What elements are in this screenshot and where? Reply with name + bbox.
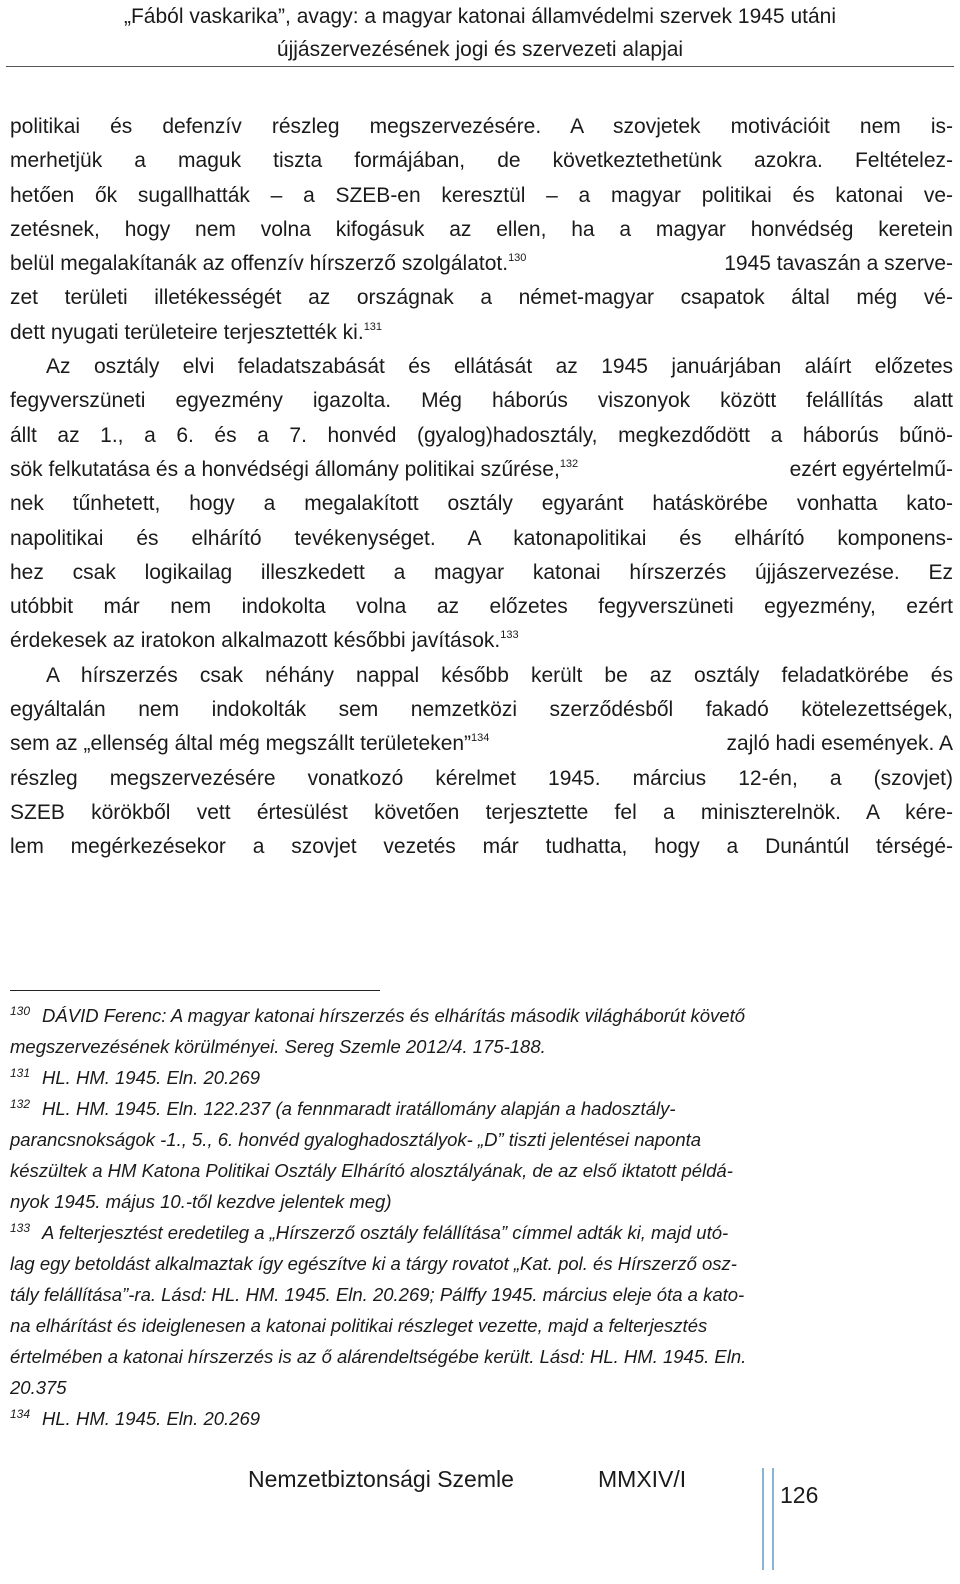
- journal-name: Nemzetbiztonsági Szemle: [248, 1466, 514, 1492]
- running-header: [0, 0, 960, 66]
- footnote-text: A felterjesztést eredetileg a „Hírszerző osztály felállítása” címmel adták ki, majd utó-: [42, 1222, 729, 1243]
- footnote-line: nyok 1945. május 10.-től kezdve jelentek meg): [10, 1191, 392, 1212]
- footnote-line: megszervezésének körülményei. Sereg Szemle 2012/4. 175-188.: [10, 1036, 546, 1057]
- footnote-ref-130[interactable]: 130: [508, 252, 527, 265]
- footnote-line: na elhárítást és ideiglenesen a katonai politikai részleget vezette, majd a felterjesztés: [10, 1315, 708, 1336]
- footnote-text: HL. HM. 1945. Eln. 20.269: [42, 1408, 261, 1429]
- header-title-line-2: újjászervezésének jogi és szervezeti alapjai: [276, 38, 684, 61]
- footnote-line: [10, 1062, 953, 1093]
- text-line: politikai és defenzív részleg megszervezésére. A szovjetek motivációit nem is-: [10, 115, 953, 138]
- footnote-ref-131[interactable]: 131: [363, 320, 383, 333]
- footnote-line: [10, 1093, 953, 1124]
- text-fragment: érdekesek az iratokon alkalmazott későbbi javítások.: [10, 629, 501, 653]
- footnote-line: készültek a HM Katona Politikai Osztály Elhárító alosztályának, de az első iktatott példá-: [10, 1160, 733, 1181]
- text-line: [10, 247, 953, 281]
- footnote-number: 132: [10, 1097, 31, 1111]
- text-line: [10, 624, 953, 658]
- footnote-text: HL. HM. 1945. Eln. 20.269: [42, 1067, 261, 1088]
- text-line: egyáltalán nem indokolták sem nemzetközi szerződésből fakadó kötelezettségek,: [10, 698, 953, 722]
- footnote-line: [10, 1217, 953, 1248]
- footnote-ref-134[interactable]: 134: [471, 732, 490, 745]
- page-number: 126: [780, 1482, 819, 1508]
- text-fragment: sem az „ellenség által még megszállt területeken”: [10, 732, 472, 756]
- text-line: Az osztály elvi feladatszabását és ellátását az 1945 januárjában aláírt előzetes: [46, 355, 953, 379]
- text-fragment: zajló hadi események. A: [726, 732, 953, 756]
- text-line: hetően ők sugallhatták – a SZEB-en keresztül – a magyar politikai és katonai ve-: [10, 183, 953, 207]
- text-line: [10, 727, 953, 761]
- paragraph-2: [10, 350, 953, 659]
- text-line: lem megérkezésekor a szovjet vezetés már tudhatta, hogy a Dunántúl térségé-: [10, 835, 953, 859]
- text-fragment: ezért egyértelmű-: [789, 457, 953, 481]
- text-line: SZEB körökből vett értesülést követően terjesztette fel a miniszterelnök. A kére-: [10, 800, 953, 824]
- text-line: állt az 1., a 6. és a 7. honvéd (gyalog)hadosztály, megkezdődött a háborús bűnö-: [10, 423, 953, 447]
- text-line: fegyverszüneti egyezmény igazolta. Még háborús viszonyok között felállítás alatt: [10, 389, 953, 413]
- footnote-line: [10, 1403, 953, 1434]
- footnote-132: [10, 1093, 953, 1217]
- footnote-line: [10, 1000, 953, 1031]
- footnote-ref-132[interactable]: 132: [559, 457, 579, 470]
- footnote-ref-133[interactable]: 133: [500, 629, 519, 642]
- footnote-130: [10, 1000, 953, 1062]
- text-line: merhetjük a maguk tiszta formájában, de következtethetünk azokra. Feltételez-: [10, 149, 953, 173]
- footer-accent-bars: [762, 1468, 774, 1570]
- text-line: részleg megszervezésére vonatkozó kérelmet 1945. március 12-én, a (szovjet): [10, 766, 953, 790]
- text-fragment: 1945 tavaszán a szerve-: [724, 252, 953, 276]
- footnote-line: tály felállítása”-ra. Lásd: HL. HM. 1945. Eln. 20.269; Pálffy 1945. március eleje óta a kato-: [10, 1284, 745, 1305]
- paragraph-3: [10, 659, 953, 865]
- text-line: zet területi illetékességét az országnak a német-magyar csapatok által még vé-: [10, 286, 953, 310]
- paragraph-1: [10, 110, 953, 350]
- footnote-line: lag egy betoldást alkalmaztak így egészítve ki a tárgy rovatot „Kat. pol. és Hírszerző osz-: [10, 1253, 737, 1274]
- text-fragment: belül megalakítanák az offenzív hírszerző szolgálatot.: [10, 252, 509, 276]
- issue-number: MMXIV/I: [598, 1466, 687, 1492]
- footnote-number: 131: [10, 1066, 31, 1080]
- text-line: nek tűnhetett, hogy a megalakított osztály egyaránt hatáskörébe vonhatta kato-: [10, 492, 953, 516]
- footnote-line: 20.375: [10, 1377, 67, 1398]
- text-fragment: dett nyugati területeire terjesztették ki.: [10, 320, 364, 344]
- footnote-number: 133: [10, 1221, 31, 1235]
- page-footer: [0, 1460, 960, 1570]
- footnote-text: HL. HM. 1945. Eln. 122.237 (a fennmaradt iratállomány alapján a hadosztály-: [42, 1098, 676, 1119]
- body-text: [10, 110, 953, 865]
- header-rule: [6, 66, 954, 67]
- footnote-text: DÁVID Ferenc: A magyar katonai hírszerzés és elhárítás második világháborút követő: [42, 1005, 746, 1026]
- text-line: [10, 316, 953, 350]
- text-line: [10, 453, 953, 487]
- text-line: zetésnek, hogy nem volna kifogásuk az ellen, ha a magyar honvédség keretein: [10, 217, 953, 241]
- text-fragment: sök felkutatása és a honvédségi állomány politikai szűrése,: [10, 457, 560, 481]
- footnotes: [10, 1000, 953, 1434]
- footnote-separator: [10, 990, 380, 991]
- text-line: utóbbit már nem indokolta volna az előzetes fegyverszüneti egyezmény, ezért: [10, 595, 953, 619]
- footnote-line: értelmében a katonai hírszerzés is az ő alárendeltségébe került. Lásd: HL. HM. 1945. Eln.: [10, 1346, 747, 1367]
- footnote-number: 134: [10, 1407, 31, 1421]
- header-title-line-1: „Fából vaskarika”, avagy: a magyar katonai államvédelmi szervek 1945 utáni: [123, 5, 836, 28]
- footnote-line: parancsnokságok -1., 5., 6. honvéd gyaloghadosztályok- „D” tiszti jelentései naponta: [10, 1129, 702, 1150]
- text-line: hez csak logikailag illeszkedett a magyar katonai hírszerzés újjászervezése. Ez: [10, 560, 953, 584]
- footnote-number: 130: [10, 1004, 31, 1018]
- footnote-131: [10, 1062, 953, 1093]
- footnote-133: [10, 1217, 953, 1403]
- text-line: napolitikai és elhárító tevékenységet. A katonapolitikai és elhárító komponens-: [10, 526, 953, 550]
- text-line: A hírszerzés csak néhány nappal később került be az osztály feladatkörébe és: [46, 663, 953, 687]
- footnote-134: [10, 1403, 953, 1434]
